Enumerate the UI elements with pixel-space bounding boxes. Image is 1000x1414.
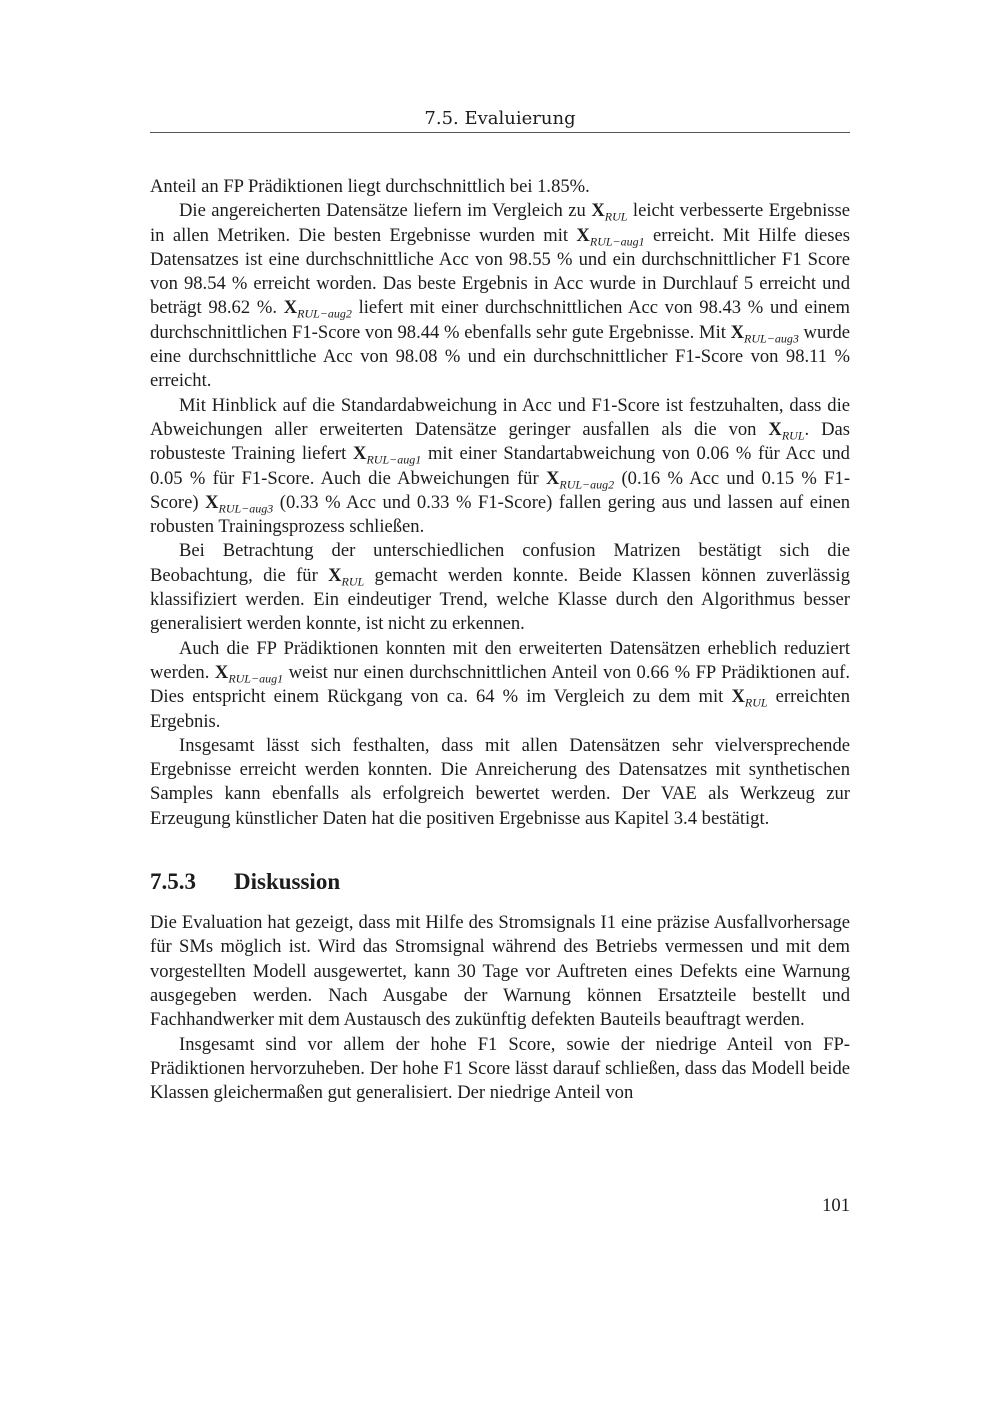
paragraph-2: Die angereicherten Datensätze liefern im Vergleich zu $X_{RUL}$ leicht verbesserte Ergebnisse in allen Metriken. Die besten Ergebnisse wurden mit $X_{RUL-aug1}$ erreicht. Mit Hilfe dieses Datensatzes ist eine durchschnittliche Acc von 98.55 % und ein durchschnittlicher F1 Score von 98.54 % erreicht worden. Das beste Ergebnis in Acc wurde in Durchlauf 5 erreicht und beträgt 98.62 %. $X_{RUL-aug2}$ liefert mit einer durchschnittlichen Acc von 98.43 % und einem durchschnittlichen F1-Score von 98.44 % ebenfalls sehr gute Ergebnisse. Mit $X_{RUL-aug3}$ wurde eine durchschnittliche Acc von 98.08 % und ein durchschnittlicher F1-Score von 98.11 % erreicht. xyxy=(150,200,850,392)
symbol-x-rul-aug1: $X_{RUL-aug1}$ xyxy=(576,224,645,249)
symbol-x-rul: $X_{RUL}$ xyxy=(328,564,365,589)
paragraph-5: Auch die FP Prädiktionen konnten mit den erweiterten Datensätzen erheblich reduziert werden. $X_{RUL-aug1}$ weist nur einen durchschnittlichen Anteil von 0.66 % FP Prädiktionen auf. Dies entspricht einem Rückgang von ca. 64 % im Vergleich zu dem mit $X_{RUL}$ erreichten Ergebnis. xyxy=(150,637,850,732)
paragraph-1: Anteil an FP Prädiktionen liegt durchschnittlich bei 1.85%. xyxy=(150,176,590,197)
running-title: 7.5. Evaluierung xyxy=(424,108,576,129)
symbol-x-rul-aug3: $X_{RUL-aug3}$ xyxy=(205,491,274,516)
paragraph-8: Insgesamt sind vor allem der hohe F1 Score, sowie der niedrige Anteil von FP-Prädiktionen hervorzuheben. Der hohe F1 Score lässt darauf schließen, dass das Modell beide Klassen gleichermaßen gut generalisiert. Der niedrige Anteil von xyxy=(150,1033,850,1104)
symbol-x-rul: $X_{RUL}$ xyxy=(591,200,628,225)
symbol-x-rul-aug1: $X_{RUL-aug1}$ xyxy=(353,443,422,467)
symbol-x-rul-aug1: $X_{RUL-aug1}$ xyxy=(214,661,284,686)
symbol-x-rul: $X_{RUL}$ xyxy=(731,686,768,710)
paragraph-3: Mit Hinblick auf die Standardabweichung in Acc und F1-Score ist festzuhalten, dass die Abweichungen aller erweiterten Datensätze geringer ausfallen als die von $X_{RUL}$. Das robusteste Training liefert $X_{RUL-aug1}$ mit einer Standartabweichung von 0.06 % für Acc und 0.05 % für F1-Score. Auch die Abweichungen für $X_{RUL-aug2}$ (0.16 % Acc und 0.15 % F1-Score) $X_{RUL-aug3}$ (0.33 % Acc und 0.33 % F1-Score) fallen gering aus und lassen auf einen robusten Trainingsprozess schließen. xyxy=(150,394,851,538)
paragraph-7: Die Evaluation hat gezeigt, dass mit Hilfe des Stromsignals I1 eine präzise Ausfallvorhersage für SMs möglich ist. Wird das Stromsignal während des Betriebs vermessen und mit dem vorgestellten Modell ausgewertet, kann 30 Tage vor Auftreten eines Defekts eine Warnung ausgegeben werden. Nach Ausgabe der Warnung können Ersatzteile bestellt und Fachhandwerker mit dem Austausch des zukünftig defekten Bauteils beauftragt werden. xyxy=(150,912,850,1031)
symbol-x-rul-aug2: $X_{RUL-aug2}$ xyxy=(283,297,352,322)
section-number: 7.5.3 xyxy=(150,869,196,895)
section-heading xyxy=(150,867,850,897)
page-number: 101 xyxy=(822,1195,850,1216)
paragraph-4: Bei Betrachtung der unterschiedlichen confusion Matrizen bestätigt sich die Beobachtung, die für $X_{RUL}$ gemacht werden konnte. Beide Klassen können zuverlässig klassifiziert werden. Ein eindeutiger Trend, welche Klasse durch den Algorithmus besser generalisiert werden konnte, ist nicht zu erkennen. xyxy=(150,540,850,635)
symbol-x-rul-aug2: $X_{RUL-aug2}$ xyxy=(545,467,615,492)
symbol-x-rul-aug3: $X_{RUL-aug3}$ xyxy=(730,321,799,346)
symbol-x-rul: $X_{RUL}$ xyxy=(768,418,805,443)
running-header xyxy=(150,104,850,133)
section-title: Diskussion xyxy=(234,869,341,895)
page-body xyxy=(150,175,850,1105)
paragraph-6: Insgesamt lässt sich festhalten, dass mit allen Datensätzen sehr vielversprechende Ergebnisse erreicht werden konnten. Die Anreicherung des Datensatzes mit synthetischen Samples kann ebenfalls als erfolgreich bewertet werden. Der VAE als Werkzeug zur Erzeugung künstlicher Daten hat die positiven Ergebnisse aus Kapitel 3.4 bestätigt. xyxy=(150,734,850,829)
